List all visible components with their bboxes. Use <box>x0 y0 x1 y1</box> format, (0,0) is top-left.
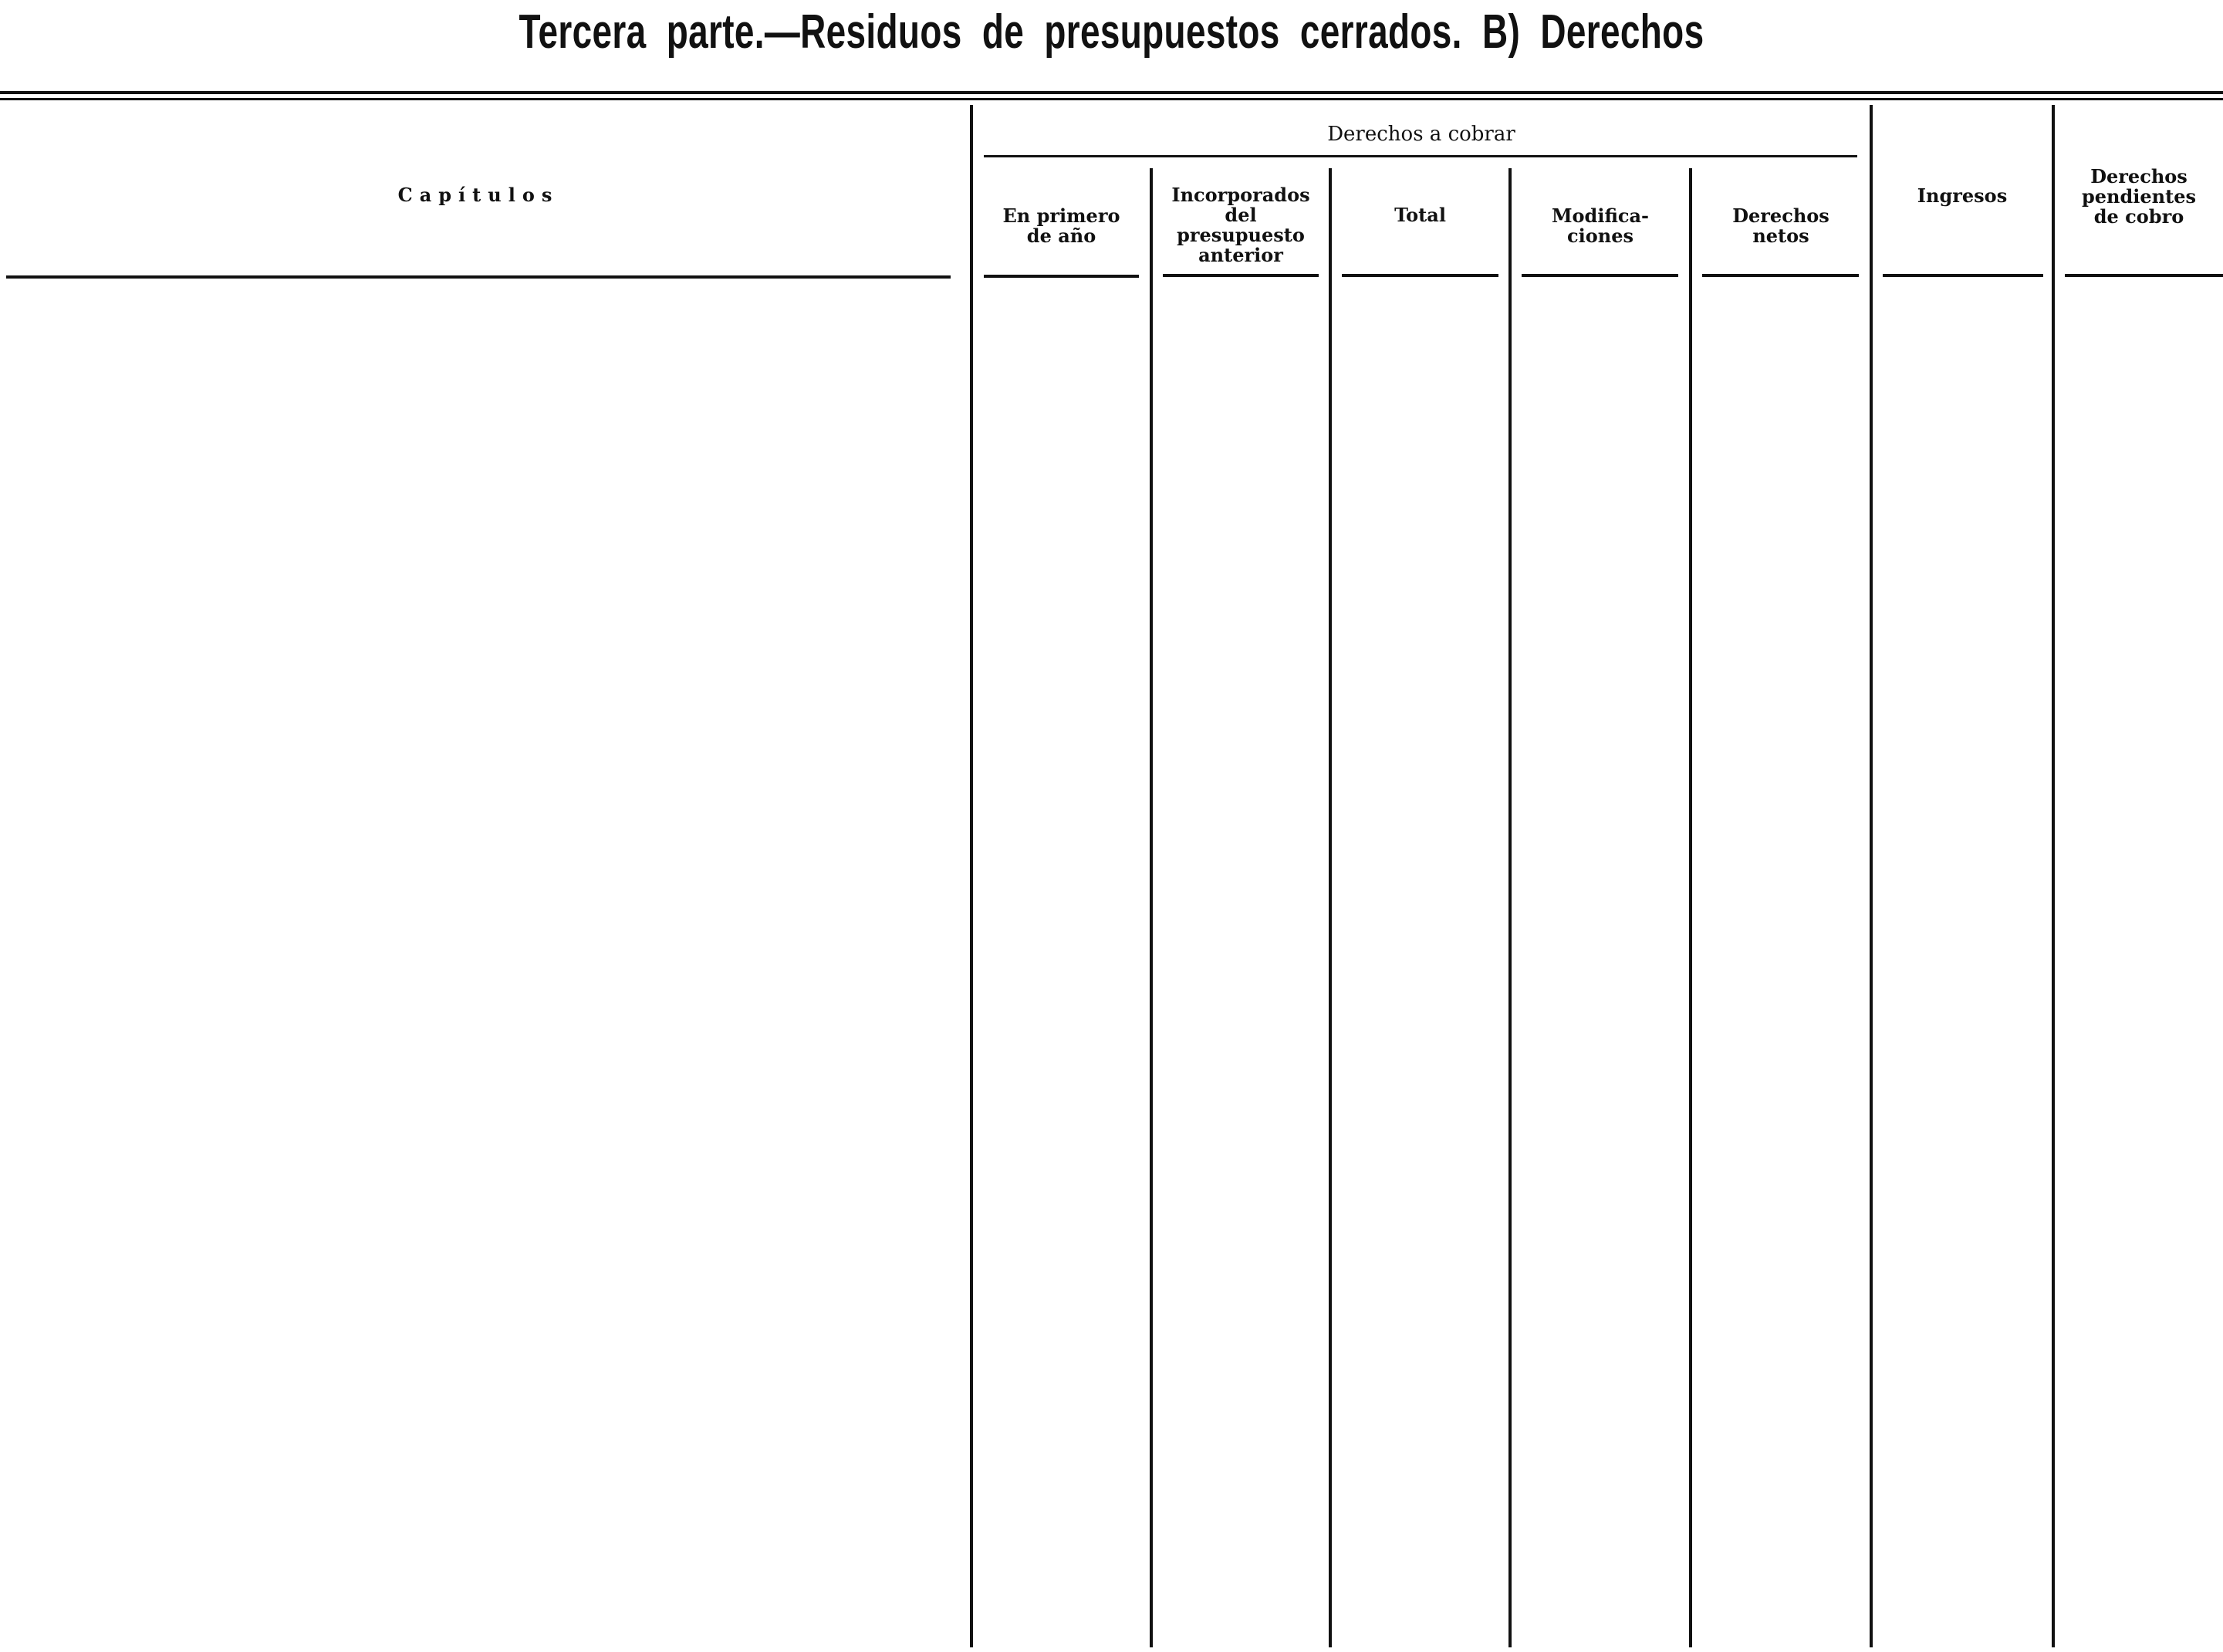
header-rule <box>2065 274 2223 277</box>
table-body <box>0 279 2223 1647</box>
header-rule <box>6 275 951 279</box>
top-rule-2 <box>0 98 2223 100</box>
header-ingresos: Ingresos <box>1917 184 2008 207</box>
header-modificaciones: Modifica- ciones <box>1551 204 1650 247</box>
header-rule <box>984 275 1139 278</box>
header-rule <box>1163 274 1319 277</box>
group-header-rule <box>984 155 1857 157</box>
header-rule <box>1522 274 1678 277</box>
header-en-primero-de-ano: En primero de año <box>1002 204 1120 247</box>
header-derechos-a-cobrar: Derechos a cobrar <box>1327 123 1515 146</box>
header-incorporados: Incorporados del presupuesto anterior <box>1171 184 1310 266</box>
header-capitulos: Capítulos <box>397 184 559 206</box>
header-rule <box>1342 274 1498 277</box>
page-title: Tercera parte.—Residuos de presupuestos cerrados. B) Derechos <box>519 5 1704 59</box>
header-rule <box>1883 274 2043 277</box>
header-derechos-pendientes: Derechos pendientes de cobro <box>2082 165 2196 228</box>
header-total: Total <box>1394 204 1446 226</box>
header-rule <box>1702 274 1859 277</box>
header-derechos-netos: Derechos netos <box>1732 204 1829 247</box>
top-rule-1 <box>0 91 2223 94</box>
